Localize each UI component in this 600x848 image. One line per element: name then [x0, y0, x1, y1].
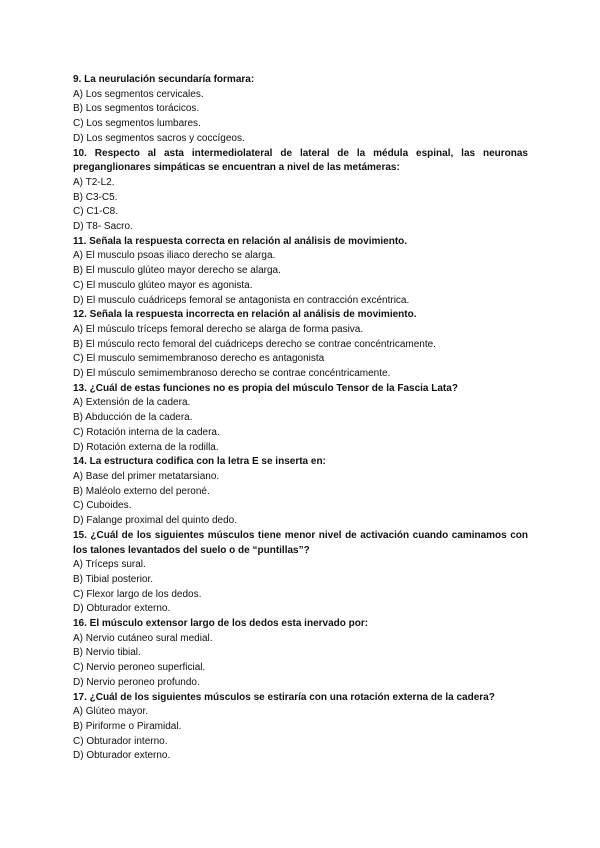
question-text: 13. ¿Cuál de estas funciones no es propia del músculo Tensor de la Fascia Lata? [73, 382, 458, 394]
answer-option: D) T8- Sacro. [73, 221, 133, 233]
answer-option: A) Extensión de la cadera. [73, 397, 191, 409]
answer-options [73, 705, 528, 764]
answer-options [73, 249, 528, 308]
answer-option: A) El músculo tríceps femoral derecho se alarga de forma pasiva. [73, 323, 364, 335]
answer-option: C) El musculo glúteo mayor es agonista. [73, 279, 253, 291]
answer-option: D) El musculo cuádriceps femoral se antagonista en contracción excéntrica. [73, 294, 410, 306]
answer-option: C) Nervio peroneo superficial. [73, 662, 206, 674]
answer-option: D) Falange proximal del quinto dedo. [73, 515, 237, 527]
answer-option: A) Nervio cutáneo sural medial. [73, 632, 213, 644]
question-text: 11. Señala la respuesta correcta en relación al análisis de movimiento. [73, 235, 408, 247]
answer-option: B) Piriforme o Piramidal. [73, 720, 182, 732]
answer-option: B) Los segmentos torácicos. [73, 103, 200, 115]
answer-option: D) Nervio peroneo profundo. [73, 676, 200, 688]
question-text: 10. Respecto al asta intermediolateral de lateral de la médula espinal, las neuronas preganglionares simpáticas se encuentran a nivel de las metámeras: [73, 147, 528, 174]
answer-option: C) Cuboides. [73, 500, 132, 512]
question-text: 9. La neurulación secundaría formara: [73, 74, 255, 85]
question-block [73, 73, 528, 147]
answer-options [73, 558, 528, 617]
answer-option: C) El musculo semimembranoso derecho es antagonista [73, 353, 325, 365]
answer-options [73, 88, 528, 147]
answer-options [73, 632, 528, 691]
answer-option: B) Nervio tibial. [73, 647, 141, 659]
answer-option: A) Tríceps sural. [73, 559, 146, 571]
answer-option: B) El músculo recto femoral del cuádriceps derecho se contrae concéntricamente. [73, 338, 436, 350]
answer-option: D) Los segmentos sacros y coccígeos. [73, 132, 245, 144]
answer-option: A) T2-L2. [73, 176, 115, 188]
answer-option: A) El musculo psoas iliaco derecho se alarga. [73, 250, 276, 262]
answer-option: B) Abducción de la cadera. [73, 412, 193, 424]
question-text: 15. ¿Cuál de los siguientes músculos tiene menor nivel de activación cuando caminamos con los talones levantados del suelo o de “puntillas”? [73, 529, 528, 556]
answer-option: B) Maléolo externo del peroné. [73, 485, 210, 497]
answer-option: C) C1-C8. [73, 206, 119, 218]
answer-options [73, 176, 528, 235]
answer-option: C) Rotación interna de la cadera. [73, 426, 220, 438]
answer-option: D) El músculo semimembranoso derecho se contrae concéntricamente. [73, 368, 391, 380]
question-text: 17. ¿Cuál de los siguientes músculos se estiraría con una rotación externa de la cadera? [73, 691, 495, 703]
answer-option: D) Obturador externo. [73, 750, 171, 762]
question-block [73, 308, 528, 382]
answer-option: C) Los segmentos lumbares. [73, 118, 201, 130]
question-list [73, 73, 528, 764]
answer-options [73, 470, 528, 529]
question-text: 12. Señala la respuesta incorrecta en relación al análisis de movimiento. [73, 309, 417, 321]
answer-option: A) Los segmentos cervicales. [73, 88, 204, 100]
question-text: 14. La estructura codifica con la letra E se inserta en: [73, 456, 326, 468]
answer-options [73, 396, 528, 455]
question-block [73, 529, 528, 617]
question-text: 16. El músculo extensor largo de los dedos esta inervado por: [73, 618, 369, 630]
answer-option: A) Glúteo mayor. [73, 706, 149, 718]
answer-option: C) Flexor largo de los dedos. [73, 588, 202, 600]
answer-option: C) Obturador interno. [73, 735, 168, 747]
answer-options [73, 323, 528, 382]
question-block [73, 455, 528, 529]
answer-option: B) Tibial posterior. [73, 573, 154, 585]
answer-option: A) Base del primer metatarsiano. [73, 470, 220, 482]
answer-option: D) Obturador externo. [73, 603, 171, 615]
answer-option: B) C3-C5. [73, 191, 118, 203]
question-block [73, 691, 528, 765]
answer-option: B) El musculo glúteo mayor derecho se alarga. [73, 265, 281, 277]
question-block [73, 147, 528, 235]
answer-option: D) Rotación externa de la rodilla. [73, 441, 219, 453]
question-block [73, 617, 528, 691]
question-block [73, 235, 528, 309]
question-block [73, 382, 528, 456]
